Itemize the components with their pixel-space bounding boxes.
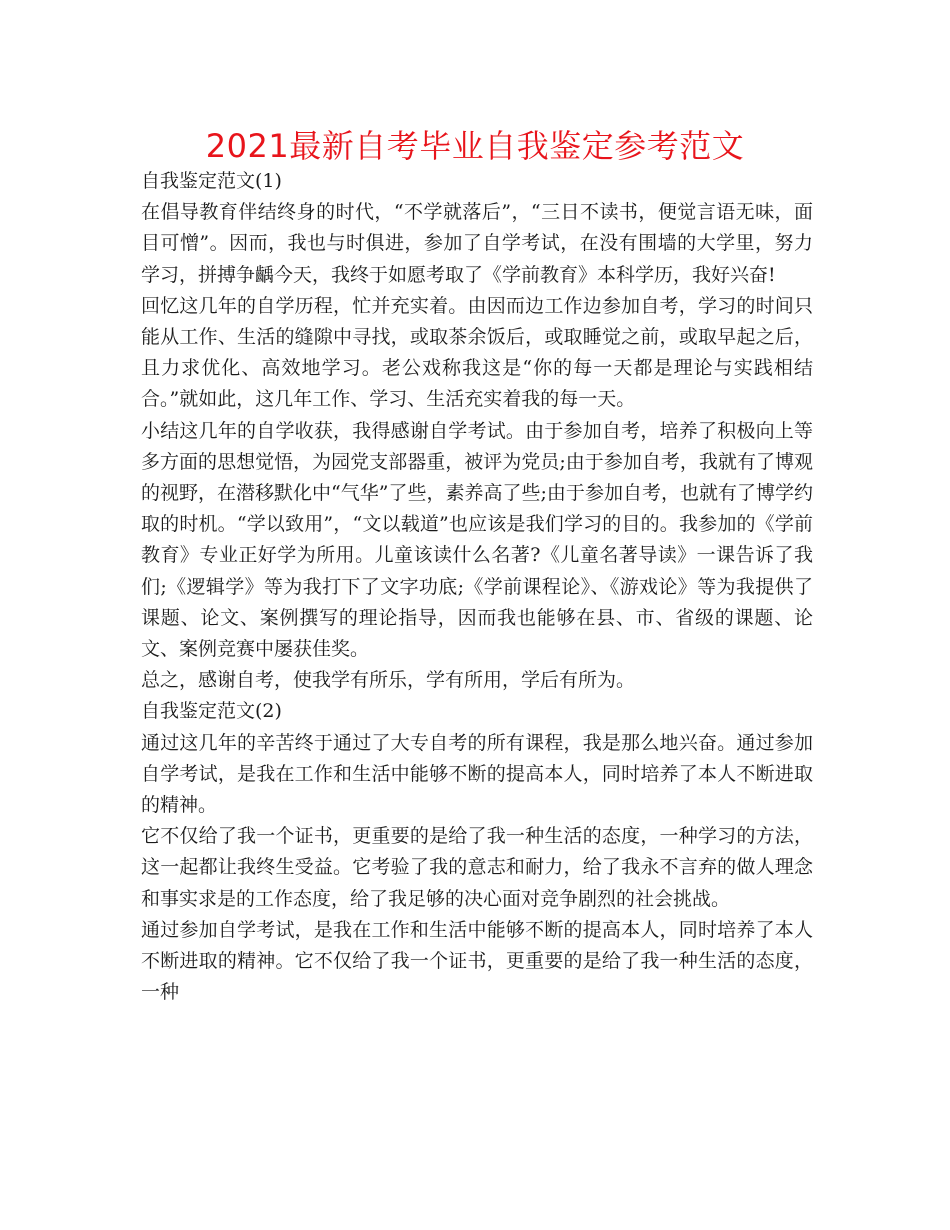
paragraph: 通过这几年的辛苦终于通过了大专自考的所有课程，我是那么地兴奋。通过参加自学考试，是我在工作和生活中能够不断的提高本人，同时培养了本人不断进取的精神。: [141, 731, 813, 817]
paragraph: 在倡导教育伴结终身的时代，“不学就落后”，“三日不读书，便觉言语无味，面目可憎”。因而，我也与时俱进，参加了自学考试，在没有围墙的大学里，努力学习，拼搏争齲今天，我终于如愿考取了《学前教育》本科学历，我好兴奋!: [141, 201, 813, 286]
paragraph: 小结这几年的自学收获，我得感谢自学考试。由于参加自考，培养了积极向上等多方面的思想觉悟，为园党支部器重，被评为党员;由于参加自考，我就有了博观的视野，在潜移默化中“气华”了些，素养高了些;由于参加自考，也就有了博学约取的时机。“学以致用”，“文以载道”也应该是我们学习的目的。我参加的《学前教育》专业正好学为所用。儿童该读什么名著?《儿童名著导读》一课告诉了我们;《逻辑学》等为我打下了文字功底;《学前课程论》、《游戏论》等为我提供了课题、论文、案例撰写的理论指导，因而我也能够在县、市、省级的课题、论文、案例竞赛中屡获佳奖。: [141, 419, 813, 661]
section-heading-2: 自我鉴定范文(2): [141, 700, 282, 723]
page-title: 2021最新自考毕业自我鉴定参考范文: [205, 127, 745, 165]
document-body: [141, 166, 813, 1008]
paragraph: 通过参加自学考试，是我在工作和生活中能够不断的提高本人，同时培养了本人不断进取的精神。它不仅给了我一个证书，更重要的是给了我一种生活的态度，一种: [141, 918, 813, 1004]
section-heading-1: 自我鉴定范文(1): [141, 170, 282, 192]
paragraph: 它不仅给了我一个证书，更重要的是给了我一种生活的态度，一种学习的方法，这一起都让我终生受益。它考验了我的意志和耐力，给了我永不言弃的做人理念和事实求是的工作态度，给了我足够的决心面对竞争剧烈的社会挑战。: [141, 825, 813, 910]
paragraph: 总之，感谢自考，使我学有所乐，学有所用，学后有所为。: [141, 669, 636, 692]
paragraph: 回忆这几年的自学历程，忙并充实着。由因而边工作边参加自考，学习的时间只能从工作、生活的缝隙中寻找，或取茶余饭后，或取睡觉之前，或取早起之后，且力求优化、高效地学习。老公戏称我这是“你的每一天都是理论与实践相结合。”就如此，这几年工作、学习、生活充实着我的每一天。: [141, 294, 813, 411]
